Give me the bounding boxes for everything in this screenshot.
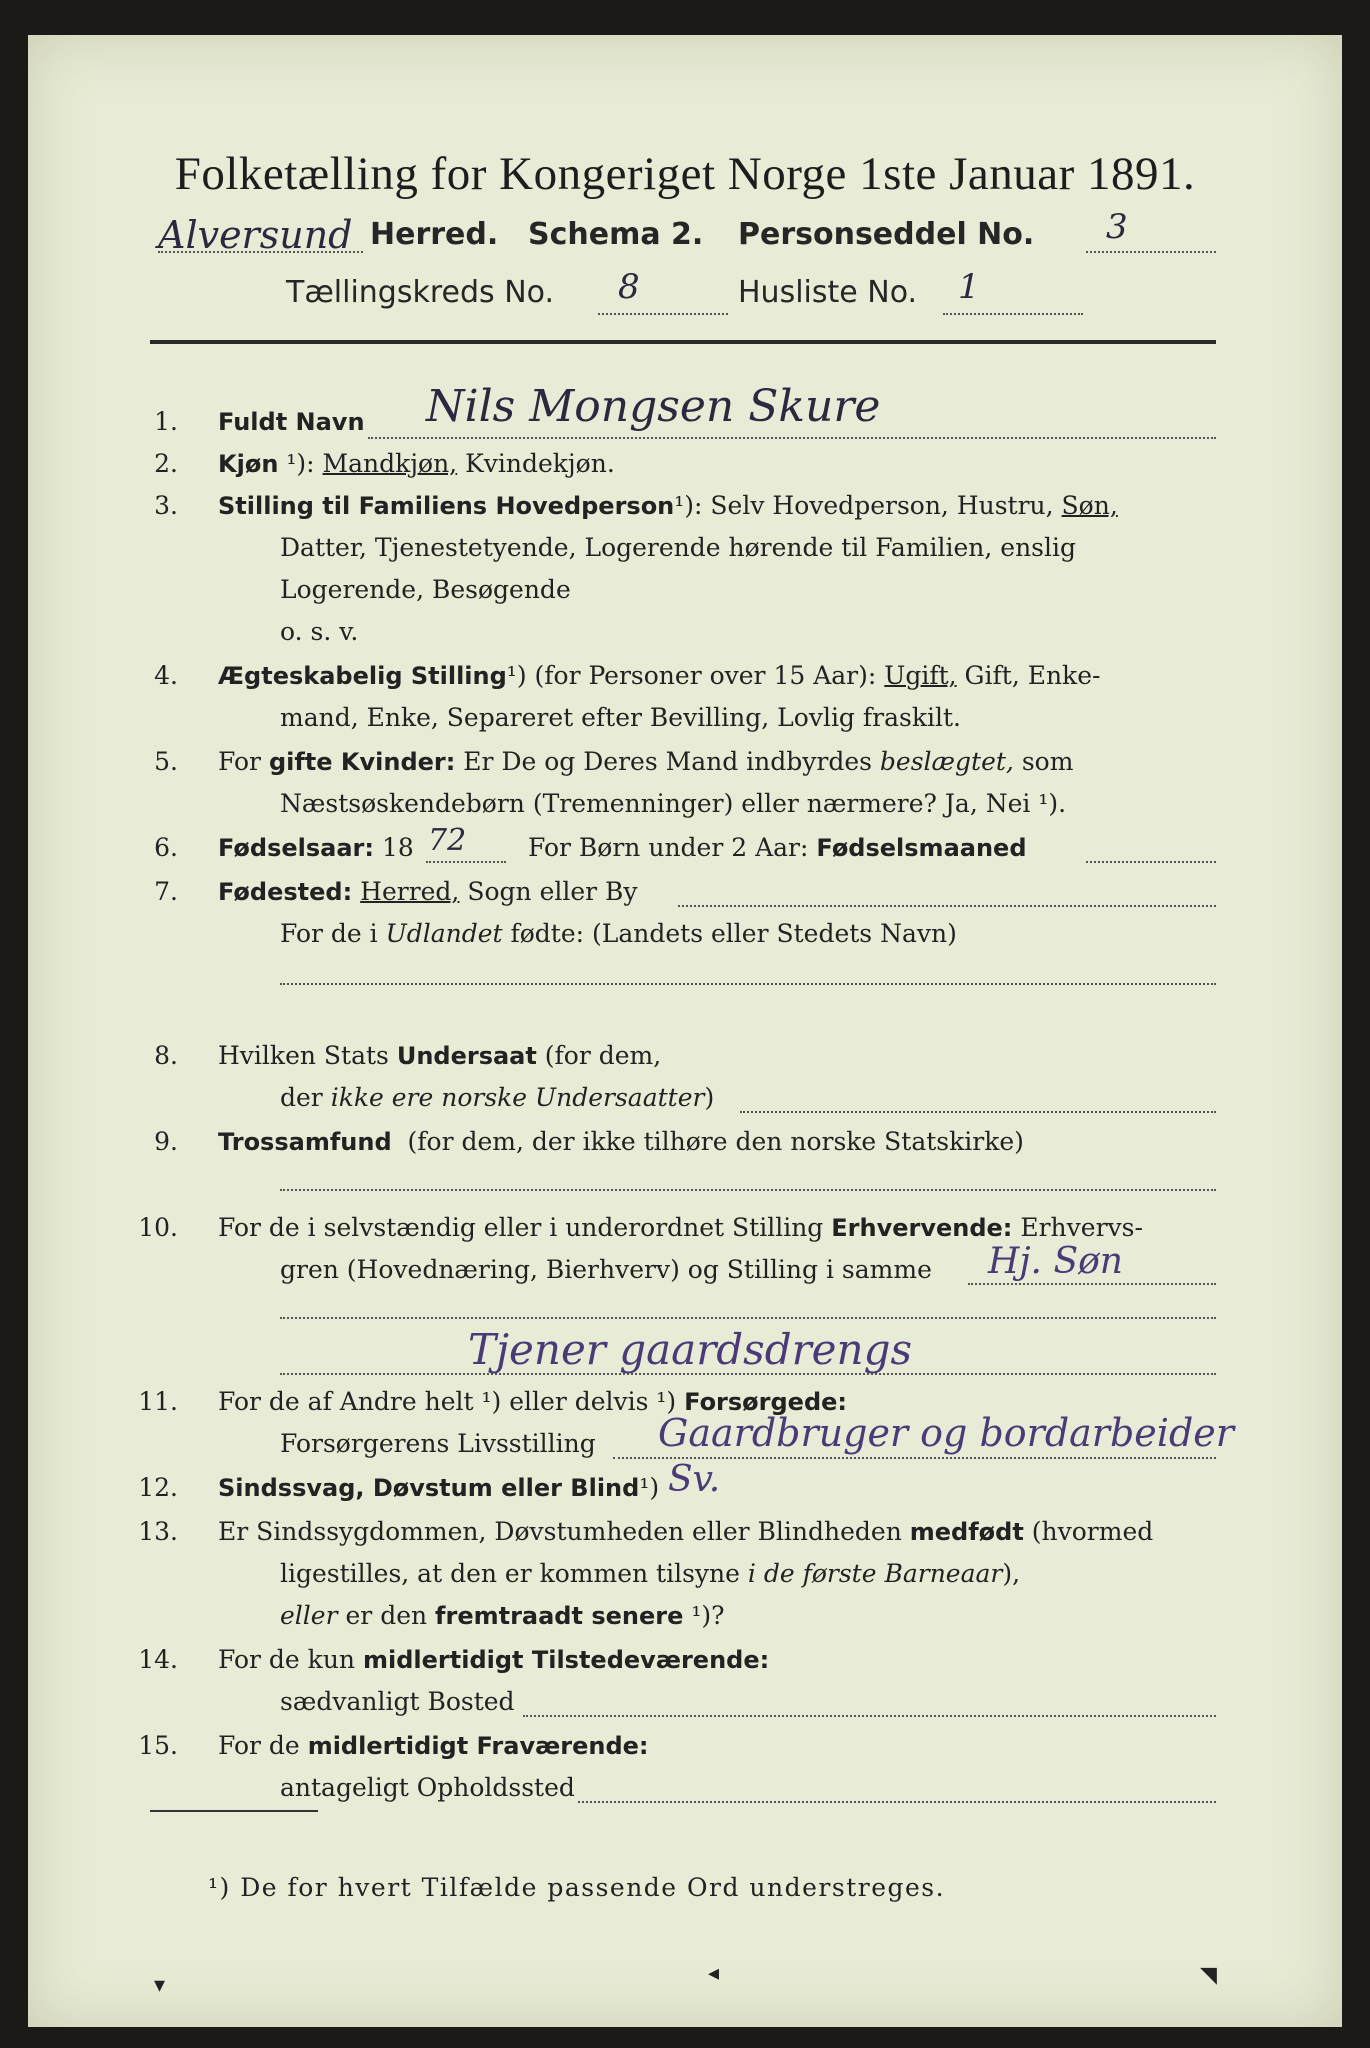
field-8-label: Undersaat: [396, 1042, 537, 1070]
disability-value: Sv.: [668, 1459, 721, 1500]
header-rule: [150, 340, 1216, 344]
field-7-dotline: [678, 905, 1216, 907]
taellingskreds-number: 8: [618, 267, 640, 307]
field-13-line2-italic: i de første Barneaar: [747, 1559, 1003, 1588]
footnote: ¹) De for hvert Tilfælde passende Ord understreges.: [208, 1873, 946, 1902]
husliste-dotline: [943, 313, 1083, 315]
field-9-label: Trossamfund: [218, 1128, 392, 1156]
field-3-options: ¹): Selv Hovedperson, Hustru,: [674, 491, 1054, 520]
field-13-text: Er Sindssygdommen, Døvstumheden eller Blindheden: [218, 1517, 902, 1546]
field-14-label: midlertidigt Tilstedeværende:: [362, 1646, 770, 1674]
field-7-rest: Sogn eller By: [467, 877, 638, 906]
schema-label: Schema 2.: [528, 217, 704, 252]
field-5-label: gifte Kvinder:: [268, 748, 456, 776]
field-9-rest: (for dem, der ikke tilhøre den norske Statskirke): [407, 1127, 1024, 1156]
field-3-line4-text: o. s. v.: [280, 617, 359, 646]
field-6-label: Fødselsaar:: [218, 834, 374, 862]
field-10-number: 10.: [138, 1213, 178, 1242]
field-13-end: (hvormed: [1031, 1517, 1154, 1546]
field-13-line3-end: ¹)?: [691, 1601, 725, 1630]
field-3-line2-text: Datter, Tjenestetyende, Logerende hørende til Familien, enslig: [280, 533, 1077, 562]
field-10-dotline2: [280, 1317, 1216, 1319]
field-11-pre: For de af Andre helt ¹) eller delvis ¹): [218, 1387, 677, 1416]
field-5-italic: beslægtet,: [879, 747, 1014, 776]
occupation-value-2: Tjener gaardsdrengs: [468, 1325, 913, 1374]
field-8-dotline: [740, 1111, 1216, 1113]
field-6-rest: For Børn under 2 Aar:: [528, 833, 809, 862]
field-10-end: Erhvervs-: [1020, 1213, 1143, 1242]
field-4-line2-text: mand, Enke, Separeret efter Bevilling, Lovlig fraskilt.: [280, 703, 961, 732]
field-2-selected: Mandkjøn,: [322, 449, 458, 478]
occupation-value-1: Hj. Søn: [988, 1241, 1123, 1282]
field-13-line3-italic: eller: [280, 1601, 338, 1630]
field-3-number: 3.: [154, 491, 178, 520]
field-11-number: 11.: [138, 1387, 178, 1416]
field-7-line2-italic: Udlandet: [385, 919, 503, 948]
taellingskreds-label: Tællingskreds No.: [286, 275, 554, 310]
field-9-dotline: [280, 1189, 1216, 1191]
field-6-label2: Fødselsmaaned: [816, 834, 1027, 862]
field-13-line3-mid: er den: [345, 1601, 428, 1630]
field-15-number: 15.: [138, 1731, 178, 1760]
field-10-line2-text: gren (Hovednæring, Bierhverv) og Stilling i samme: [280, 1255, 932, 1284]
footnote-rule: [150, 1810, 318, 1812]
field-3-label: Stilling til Familiens Hovedperson: [218, 492, 675, 520]
field-13-line2-pre: ligestilles, at den er kommen tilsyne: [280, 1559, 740, 1588]
field-15-pre: For de: [218, 1731, 300, 1760]
field-10-dotline: [968, 1283, 1216, 1285]
field-4-selected: Ugift,: [884, 661, 957, 690]
herred-label: Herred.: [370, 217, 499, 252]
field-2-option: Kvindekjøn.: [465, 449, 615, 478]
field-10-label: Erhvervende:: [831, 1214, 1013, 1242]
field-15-line2-text: antageligt Opholdssted: [280, 1773, 575, 1802]
field-7-label: Fødested:: [218, 878, 353, 906]
field-4-text: ¹) (for Personer over 15 Aar):: [506, 661, 877, 690]
husliste-number: 1: [958, 267, 980, 307]
field-4-number: 4.: [154, 661, 178, 690]
field-2-sup: ¹):: [286, 449, 315, 478]
field-13-label: medfødt: [909, 1518, 1024, 1546]
birth-year-prefix: 18: [381, 833, 414, 862]
field-5-line2-text: Næstsøskendebørn (Tremenninger) eller nærmere? Ja, Nei ¹).: [280, 789, 1067, 818]
field-13-line3-bold: fremtraadt senere: [435, 1602, 684, 1630]
field-6-dotline: [426, 861, 506, 863]
field-14-dotline: [523, 1715, 1216, 1717]
field-7-line2-pre: For de i: [280, 919, 378, 948]
field-1-dotline: [368, 437, 1216, 439]
form-title: Folketælling for Kongeriget Norge 1ste Januar 1891.: [174, 148, 1196, 200]
provider-occupation-value: Gaardbruger og bordarbeider: [658, 1411, 1234, 1455]
field-10-dotline3: [280, 1373, 1216, 1375]
corner-mark-center: ◂: [708, 1961, 720, 1986]
field-13-number: 13.: [138, 1517, 178, 1546]
field-7-selected: Herred,: [360, 877, 460, 906]
field-2-number: 2.: [154, 449, 178, 478]
taellingskreds-dotline: [598, 313, 728, 315]
husliste-label: Husliste No.: [738, 275, 918, 310]
field-6-dotline2: [1086, 861, 1216, 863]
field-3-selected: Søn,: [1061, 491, 1118, 520]
field-2-label: Kjøn: [218, 450, 279, 478]
full-name-value: Nils Mongsen Skure: [426, 381, 881, 432]
field-10-text: For de i selvstændig eller i underordnet Stilling: [218, 1213, 824, 1242]
field-9-number: 9.: [154, 1127, 178, 1156]
field-8-pre: Hvilken Stats: [218, 1041, 389, 1070]
field-12-sup: ¹): [639, 1473, 660, 1502]
field-14-line2-text: sædvanligt Bosted: [280, 1687, 515, 1716]
birth-year-value: 72: [428, 823, 467, 858]
field-7-number: 7.: [154, 877, 178, 906]
herred-name: Alversund: [158, 213, 353, 257]
field-6-number: 6.: [154, 833, 178, 862]
field-7-dotline2: [280, 983, 1216, 985]
corner-mark-right: ◥: [1200, 1963, 1217, 1988]
personseddel-number: 3: [1106, 207, 1128, 247]
personseddel-dotline: [1086, 251, 1216, 253]
corner-mark-left: ▾: [154, 1973, 166, 1998]
field-5-end: som: [1021, 747, 1074, 776]
field-8-line2-italic: ikke ere norske Undersaatter: [330, 1083, 705, 1112]
field-14-pre: For de kun: [218, 1645, 356, 1674]
field-4-label: Ægteskabelig Stilling: [218, 662, 507, 690]
field-7-line2-post: fødte: (Landets eller Stedets Navn): [510, 919, 957, 948]
field-8-line2-pre: der: [280, 1083, 323, 1112]
field-14-number: 14.: [138, 1645, 178, 1674]
field-15-dotline: [578, 1801, 1216, 1803]
field-12-number: 12.: [138, 1473, 178, 1502]
field-4-rest: Gift, Enke-: [964, 661, 1101, 690]
field-5-pre: For: [218, 747, 261, 776]
census-form-page: Folketælling for Kongeriget Norge 1ste Januar 1891. Alversund Herred. Schema 2. Personseddel No. 3 Tællingskreds No. 8 Husliste No. 1 1. Fuldt Navn Nils Mongsen Skure 2. Kjøn ¹): Mandkjøn, Kvindekjøn. 3. Stilling til Familiens Hovedperson¹): Selv Hovedperson, Hustru, Søn, Datter, Tjenestetyende, Logerende hørende til Familien, enslig Logerende, Besøgende o. s. v. 4. Ægteskabelig Stilling¹) (for Personer over 15 Aar): Ugift, Gift, Enke- mand, Enke, Separeret efter Bevilling, Lovlig fraskilt. 5. For gifte Kvinder: Er De og Deres Mand indbyrdes beslægtet, som Næstsøskendebørn (Tremenninger) eller nærmere? Ja, Nei ¹). 6. Fødselsaar: 18 72 For Børn under 2 Aar: Fødselsmaaned 7. Fødested: Herred, Sogn eller By For de i Udlandet fødte: (Landets eller Stedets Navn) 8. Hvilken Stats Undersaat (for dem, der ikke ere norske Undersaatter) 9. Trossamfund (for dem, der ikke tilhøre den norske Statskirke) 10. For de i selvstændig eller i underordnet Stilling Erhvervende: Erhvervs- gren (Hovednæring, Bierhverv) og Stilling i samme Hj. Søn Tjener gaardsdrengs 11. For de af Andre helt ¹) eller delvis ¹) Forsørgede: Forsørgerens Livsstilling Gaardbruger og bordarbeider 12. Sindssvag, Døvstum eller Blind¹) Sv. 13. Er Sindssygdommen, Døvstumheden eller Blindheden medfødt (hvormed ligestilles, at den er kommen tilsyne i de første Barneaar), eller er den fremtraadt senere ¹)? 14. For de kun midlertidigt Tilstedeværende: sædvanligt Bosted 15. For de midlertidigt Fraværende: antageligt Opholdssted ¹) De for hvert Tilfælde passende Ord understreges. ▾ ◂ ◥: [28, 35, 1342, 2027]
field-5-text: Er De og Deres Mand indbyrdes: [463, 747, 872, 776]
field-1-label: Fuldt Navn: [218, 408, 365, 436]
field-15-label: midlertidigt Fraværende:: [307, 1732, 649, 1760]
personseddel-label: Personseddel No.: [738, 217, 1035, 252]
field-8-number: 8.: [154, 1041, 178, 1070]
field-12-label: Sindssvag, Døvstum eller Blind: [218, 1474, 640, 1502]
field-1-number: 1.: [154, 407, 178, 436]
herred-dotline: [158, 251, 363, 253]
field-8-post: (for dem,: [544, 1041, 662, 1070]
field-11-line2-text: Forsørgerens Livsstilling: [280, 1429, 596, 1458]
field-11-label: Forsørgede:: [684, 1388, 848, 1416]
field-3-line3-text: Logerende, Besøgende: [280, 575, 571, 604]
field-5-number: 5.: [154, 747, 178, 776]
